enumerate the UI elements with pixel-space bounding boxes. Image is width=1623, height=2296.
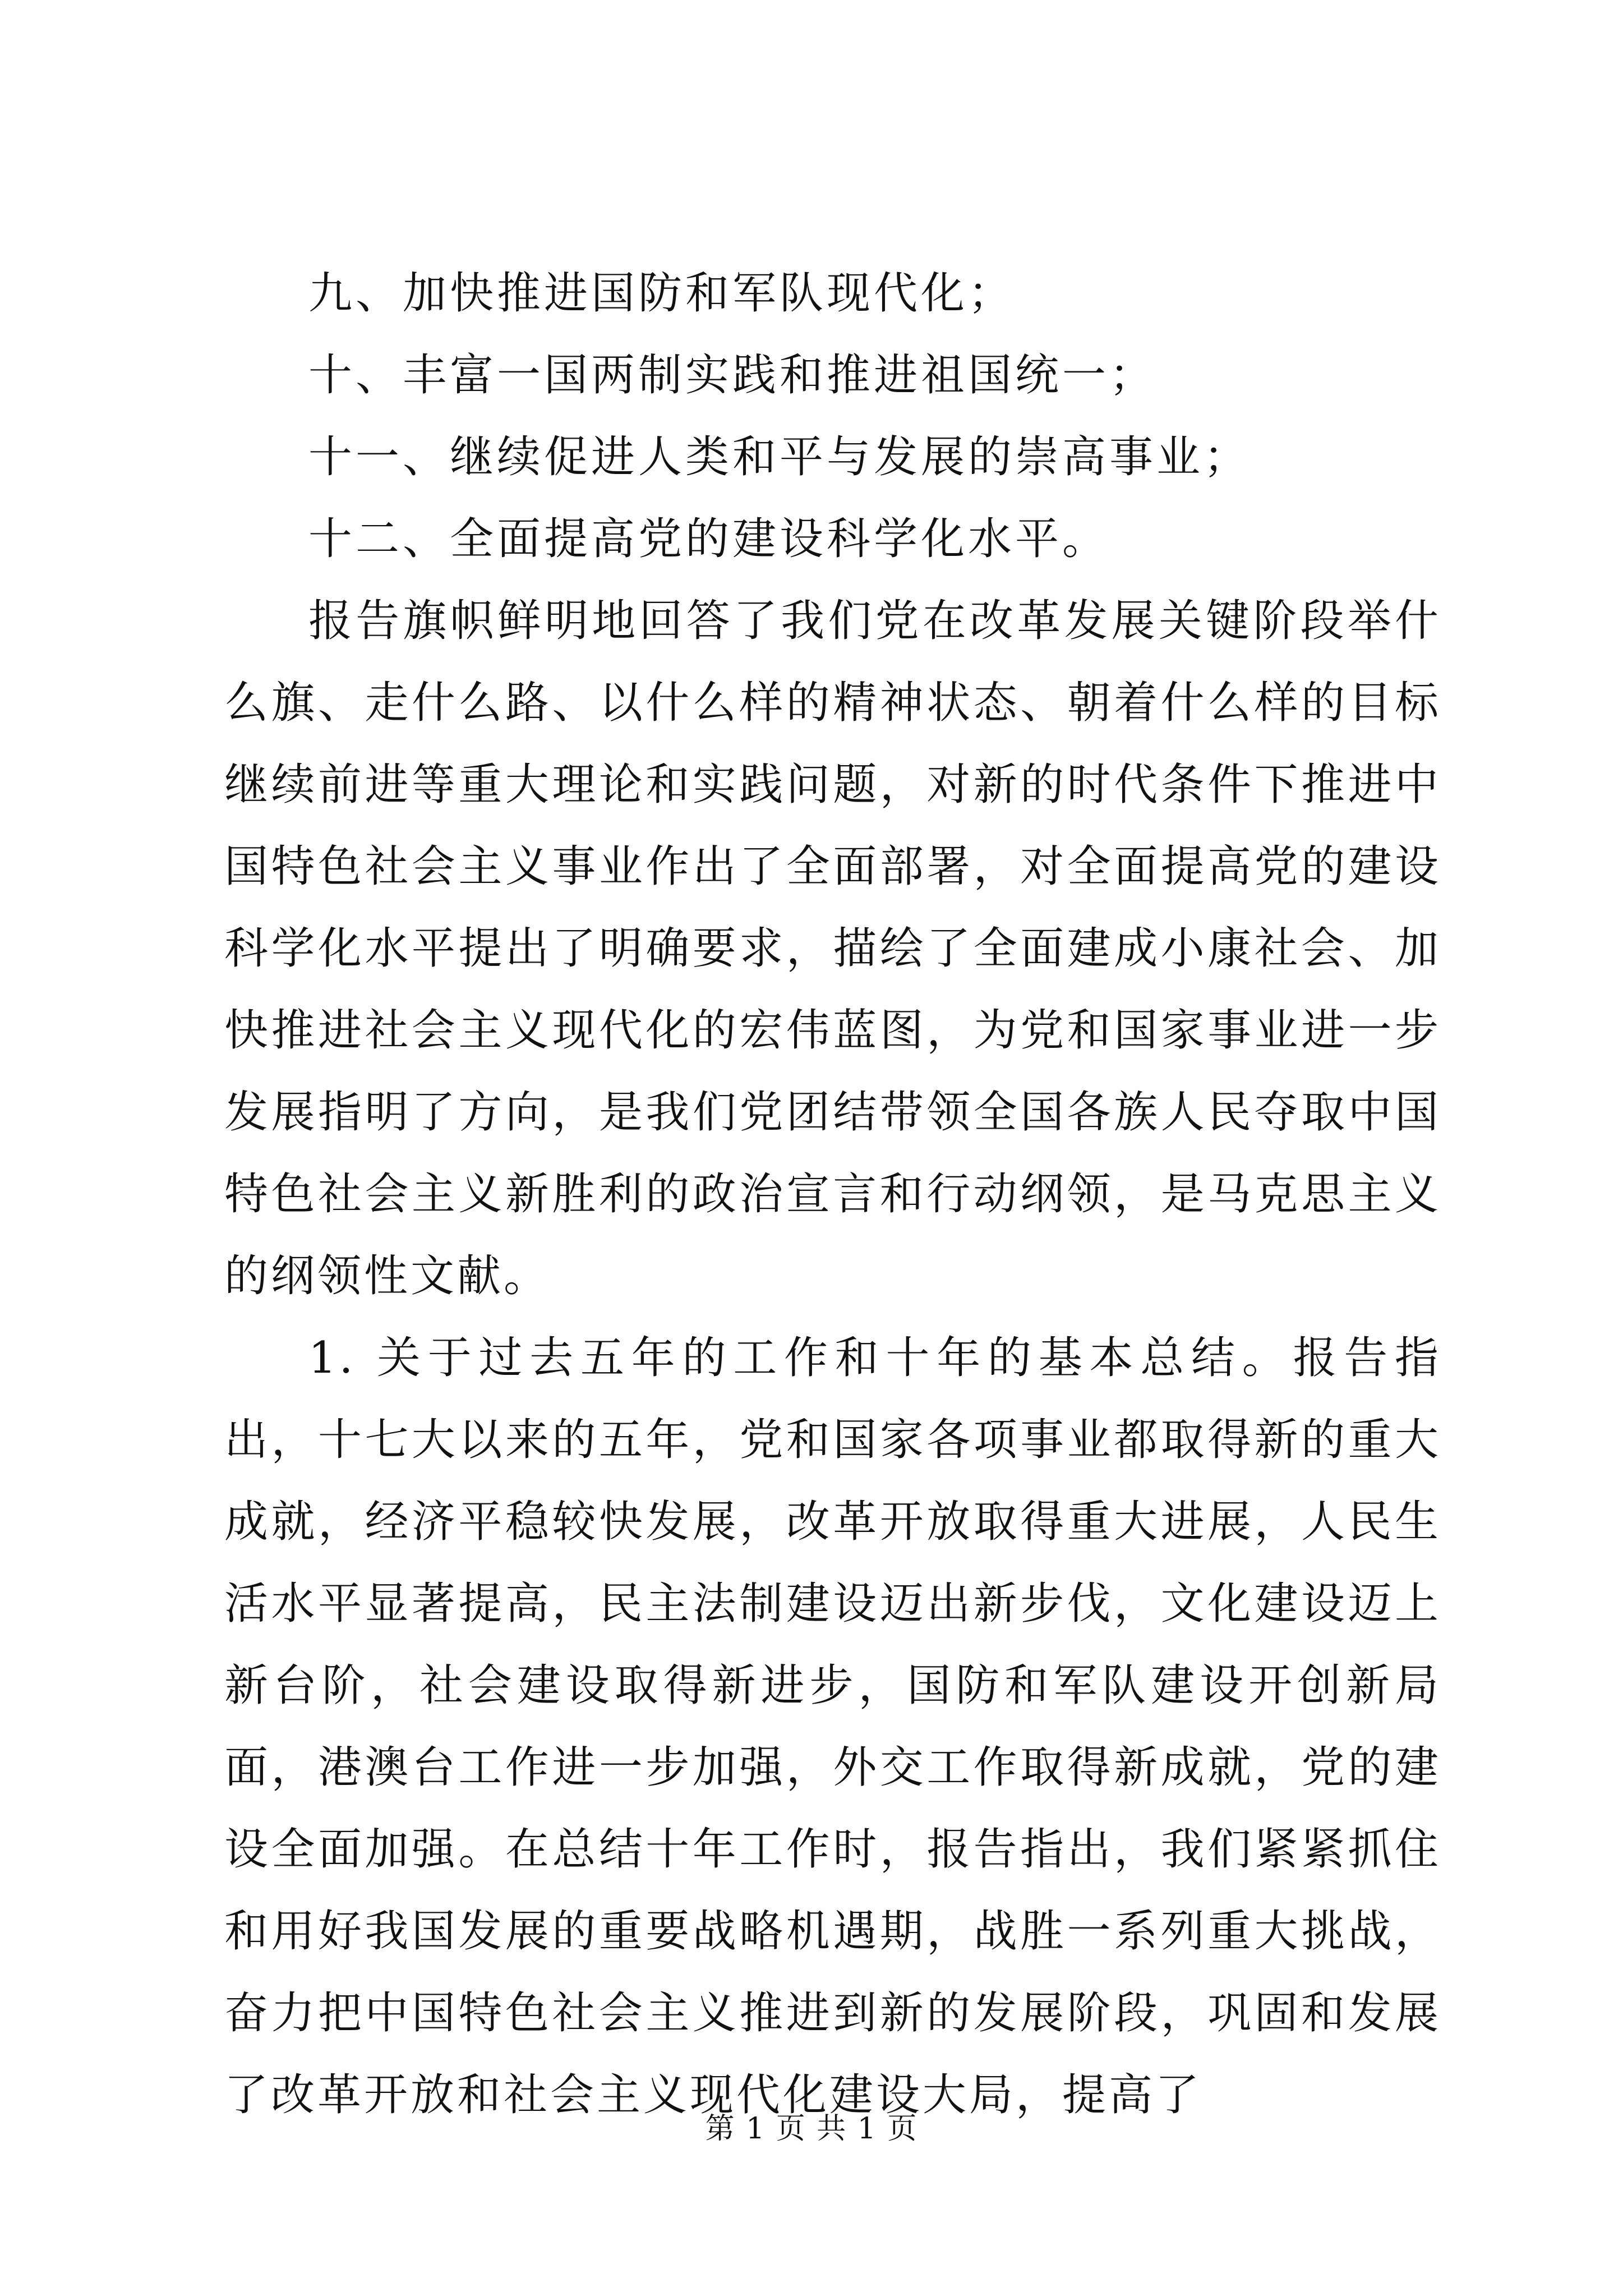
list-item-ten: 十、丰富一国两制实践和推进祖国统一；	[308, 350, 1157, 401]
summary-paragraph: 报告旗帜鲜明地回答了我们党在改革发展关键阶段举什么旗、走什么路、以什么样的精神状态、朝着什么样的目标继续前进等重大理论和实践问题，对新的时代条件下推进中国特色社会主义事业作出了全面部署，对全面提高党的建设科学化水平提出了明确要求，描绘了全面建成小康社会、加快推进社会主义现代化的宏伟蓝图，为党和国家事业进一步发展指明了方向，是我们党团结带领全国各族人民夺取中国特色社会主义新胜利的政治宣言和行动纲领，是马克思主义的纲领性文献。	[224, 596, 1441, 1301]
document-body	[224, 252, 1441, 2136]
page-number-footer: 第 1 页 共 1 页	[705, 2112, 918, 2146]
list-item-nine: 九、加快推进国防和军队现代化；	[308, 268, 1016, 319]
section-one-paragraph: 1. 关于过去五年的工作和十年的基本总结。报告指出，十七大以来的五年，党和国家各项事业都取得新的重大成就，经济平稳较快发展，改革开放取得重大进展，人民生活水平显著提高，民主法制建设迈出新步伐，文化建设迈上新台阶，社会建设取得新进步，国防和军队建设开创新局面，港澳台工作进一步加强，外交工作取得新成就，党的建设全面加强。在总结十年工作时，报告指出，我们紧紧抓住和用好我国发展的重要战略机遇期，战胜一系列重大挑战，奋力把中国特色社会主义推进到新的发展阶段，巩固和发展了改革开放和社会主义现代化建设大局，提高了	[224, 1333, 1441, 2120]
list-item-twelve: 十二、全面提高党的建设科学化水平。	[308, 514, 1110, 564]
list-item-eleven: 十一、继续促进人类和平与发展的崇高事业；	[308, 432, 1251, 482]
